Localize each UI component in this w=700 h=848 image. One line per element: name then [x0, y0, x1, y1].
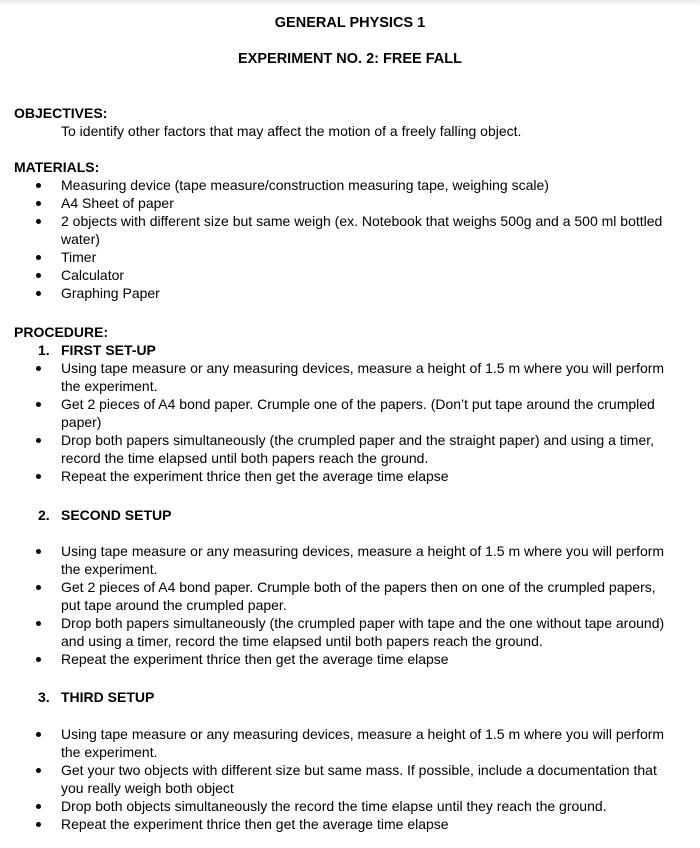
bullet-icon [36, 822, 41, 827]
setup-2-steps [0, 542, 700, 668]
setup-number: 1. [38, 342, 50, 358]
bullet-icon [36, 219, 41, 224]
bullet-icon [36, 438, 41, 443]
bullet-icon [36, 402, 41, 407]
material-text: Timer [61, 249, 97, 265]
experiment-title: EXPERIMENT NO. 2: FREE FALL [238, 51, 462, 67]
setup-title: THIRD SETUP [61, 689, 155, 705]
bullet-icon [36, 732, 41, 737]
list-item [0, 650, 676, 668]
material-text: Measuring device (tape measure/construction measuring tape, weighing scale) [61, 177, 549, 193]
bullet-icon [36, 768, 41, 773]
step-text: Get 2 pieces of A4 bond paper. Crumple both of the papers then on one of the crumpled papers, put tape around the crumpled paper. [61, 579, 656, 613]
list-item [0, 176, 676, 194]
materials-heading: MATERIALS: [14, 159, 100, 175]
list-item [0, 266, 676, 284]
list-item [0, 578, 676, 614]
objectives-heading: OBJECTIVES: [14, 105, 108, 121]
setup-3-steps [0, 725, 700, 833]
list-item [0, 395, 676, 431]
setup-2-heading [38, 506, 171, 524]
setup-1-heading [38, 341, 156, 359]
list-item [0, 467, 676, 485]
bullet-icon [36, 201, 41, 206]
material-text: A4 Sheet of paper [61, 195, 174, 211]
bullet-icon [36, 291, 41, 296]
bullet-icon [36, 585, 41, 590]
setup-number: 2. [38, 507, 50, 523]
bullet-icon [36, 549, 41, 554]
list-item [0, 725, 676, 761]
step-text: Repeat the experiment thrice then get the average time elapse [61, 816, 449, 832]
setup-title: FIRST SET-UP [61, 342, 156, 358]
step-text: Repeat the experiment thrice then get the average time elapse [61, 468, 449, 484]
list-item [0, 194, 676, 212]
page-top-shadow [0, 0, 700, 6]
material-text: Calculator [61, 267, 125, 283]
bullet-icon [36, 273, 41, 278]
setup-number: 3. [38, 689, 50, 705]
list-item [0, 248, 676, 266]
step-text: Get 2 pieces of A4 bond paper. Crumple one of the papers. (Don’t put tape around the crumpled paper) [61, 396, 655, 430]
list-item [0, 614, 676, 650]
objectives-text: To identify other factors that may affect the motion of a freely falling object. [61, 123, 522, 139]
list-item [0, 359, 676, 395]
list-item [0, 797, 676, 815]
step-text: Drop both objects simultaneously the record the time elapse until they reach the ground. [61, 798, 607, 814]
step-text: Using tape measure or any measuring devices, measure a height of 1.5 m where you will perform the experiment. [61, 543, 665, 577]
procedure-heading: PROCEDURE: [14, 324, 109, 340]
bullet-icon [36, 804, 41, 809]
material-text: 2 objects with different size but same weigh (ex. Notebook that weighs 500g and a 500 ml bottled water) [61, 213, 663, 247]
step-text: Using tape measure or any measuring devices, measure a height of 1.5 m where you will perform the experiment. [61, 726, 665, 760]
bullet-icon [36, 183, 41, 188]
materials-list [0, 176, 700, 302]
bullet-icon [36, 474, 41, 479]
bullet-icon [36, 657, 41, 662]
list-item [0, 431, 676, 467]
step-text: Using tape measure or any measuring devices, measure a height of 1.5 m where you will perform the experiment. [61, 360, 665, 394]
bullet-icon [36, 255, 41, 260]
setup-title: SECOND SETUP [61, 507, 172, 523]
step-text: Drop both papers simultaneously (the crumpled paper and the straight paper) and using a timer, record the time elapsed until both papers reach the ground. [61, 432, 655, 466]
list-item [0, 815, 676, 833]
list-item [0, 761, 676, 797]
list-item [0, 542, 676, 578]
bullet-icon [36, 621, 41, 626]
list-item [0, 212, 676, 248]
bullet-icon [36, 366, 41, 371]
step-text: Drop both papers simultaneously (the crumpled paper with tape and the one without tape around) and using a timer, record the time elapsed until both papers reach the ground. [61, 615, 665, 649]
setup-1-steps [0, 359, 700, 485]
list-item [0, 284, 676, 302]
step-text: Repeat the experiment thrice then get the average time elapse [61, 651, 449, 667]
material-text: Graphing Paper [61, 285, 160, 301]
step-text: Get your two objects with different size but same mass. If possible, include a documentation that you really weigh both object [61, 762, 657, 796]
setup-3-heading [38, 688, 154, 706]
course-title: GENERAL PHYSICS 1 [274, 15, 426, 31]
